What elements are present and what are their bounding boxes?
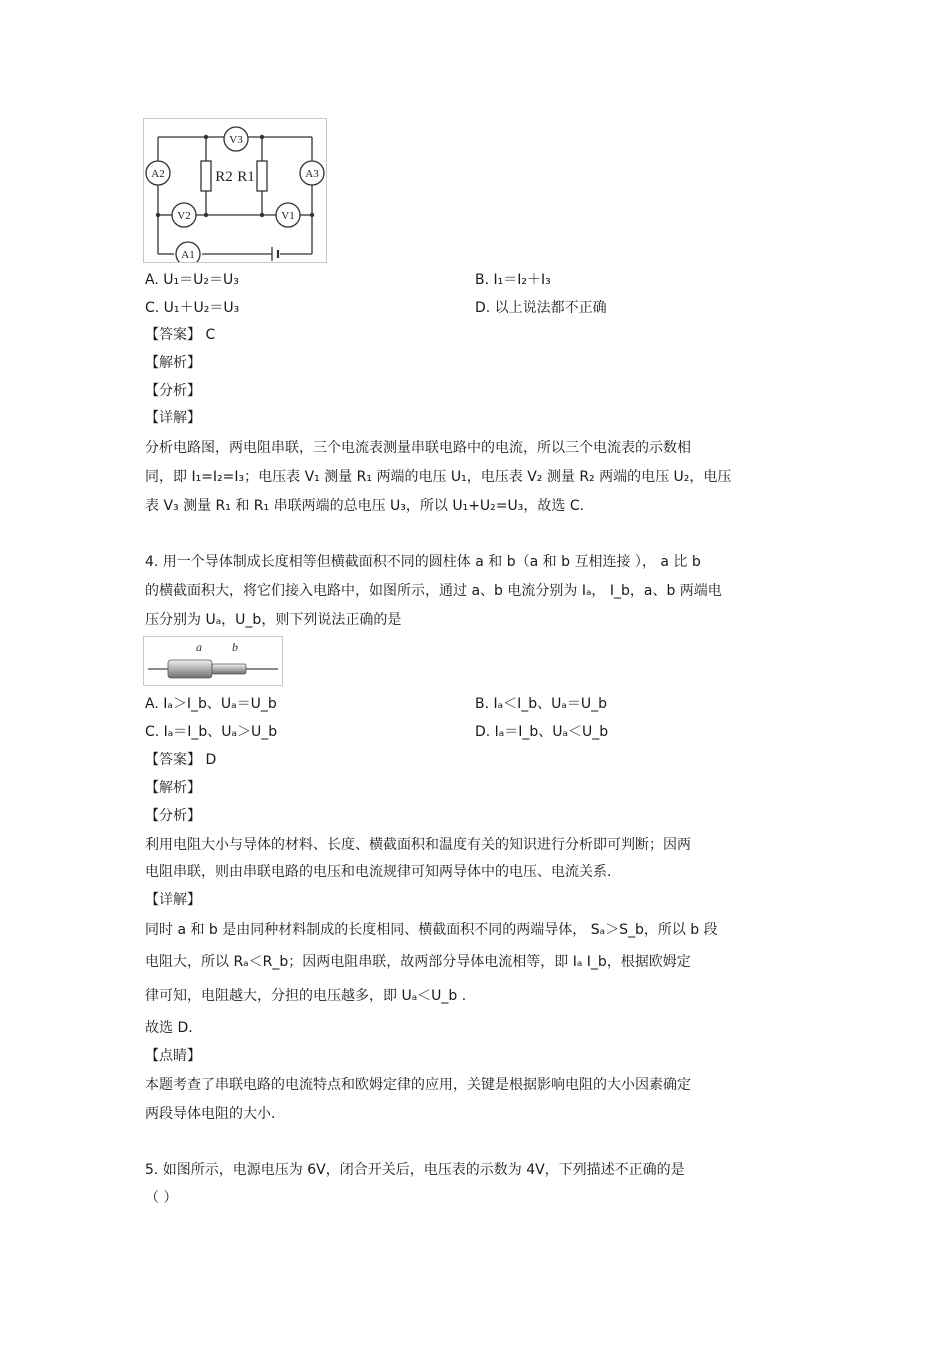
q4-stem-line-2: 的横截面积大，将它们接入电路中，如图所示，通过 a、b 电流分别为 Iₐ， I_b，a、b 两端电 — [145, 583, 722, 599]
q4-fenxi-heading: 【分析】 — [145, 808, 201, 824]
label-v2: V2 — [177, 210, 191, 222]
label-a1: A1 — [181, 249, 195, 261]
circuit-diagram — [143, 118, 327, 263]
conductor-figure — [143, 636, 283, 686]
q3-answer: 【答案】 C — [145, 327, 216, 343]
q3-option-b: B. I₁＝I₂＋I₃ — [475, 272, 551, 288]
q4-option-a: A. Iₐ＞I_b、Uₐ＝U_b — [145, 696, 277, 712]
q3-option-d: D. 以上说法都不正确 — [475, 300, 607, 316]
q4-option-d: D. Iₐ＝I_b、Uₐ＜U_b — [475, 724, 609, 740]
q3-detail-line-1: 分析电路图，两电阻串联，三个电流表测量串联电路中的电流，所以三个电流表的示数相 — [145, 440, 691, 456]
q4-comment-line-2: 两段导体电阻的大小. — [145, 1106, 276, 1122]
q4-stem-line-1: 4. 用一个导体制成长度相等但横截面积不同的圆柱体 a 和 b（a 和 b 互相连接 ）， a 比 b — [145, 554, 701, 570]
label-v1: V1 — [281, 210, 295, 222]
q4-detail-line-1: 同时 a 和 b 是由同种材料制成的长度相同、横截面积不同的两端导体， Sₐ＞S_b，所以 b 段 — [145, 922, 718, 938]
q4-dianjing-heading: 【点睛】 — [145, 1048, 201, 1064]
conductor-svg — [144, 637, 282, 685]
q4-detail-line-2: 电阻大，所以 Rₐ＜R_b；因两电阻串联，故两部分导体电流相等，即 Iₐ I_b，根据欧姆定 — [145, 954, 691, 970]
label-r2: R2 — [215, 169, 233, 185]
label-b: b — [232, 640, 238, 654]
q4-jiexi-heading: 【解析】 — [145, 780, 201, 796]
label-r1: R1 — [237, 169, 255, 185]
q4-conclusion: 故选 D. — [145, 1020, 193, 1036]
label-a: a — [196, 640, 202, 654]
label-v3: V3 — [229, 134, 243, 146]
q4-analysis-line-2: 电阻串联，则由串联电路的电压和电流规律可知两导体中的电压、电流关系. — [145, 864, 612, 880]
cylinder-b — [212, 664, 246, 674]
q4-detail-line-3: 律可知，电阻越大，分担的电压越多，即 Uₐ＜U_b . — [145, 988, 467, 1004]
cylinder-a — [168, 660, 212, 678]
q3-jiexi-heading: 【解析】 — [145, 355, 201, 371]
q4-xiangjie-heading: 【详解】 — [145, 892, 201, 908]
q4-stem-line-3: 压分别为 Uₐ，U_b，则下列说法正确的是 — [145, 612, 402, 628]
q5-stem-line-1: 5. 如图所示，电源电压为 6V，闭合开关后，电压表的示数为 4V，下列描述不正确的是 — [145, 1162, 685, 1178]
q4-option-c: C. Iₐ＝I_b、Uₐ＞U_b — [145, 724, 278, 740]
q4-answer: 【答案】 D — [145, 752, 217, 768]
label-a3: A3 — [305, 168, 319, 180]
q3-option-a: A. U₁＝U₂＝U₃ — [145, 272, 239, 288]
q3-detail-line-3: 表 V₃ 测量 R₁ 和 R₁ 串联两端的总电压 U₃，所以 U₁+U₂=U₃，故选 C. — [145, 498, 585, 514]
q4-analysis-line-1: 利用电阻大小与导体的材料、长度、横截面积和温度有关的知识进行分析即可判断；因两 — [145, 837, 691, 853]
q4-comment-line-1: 本题考查了串联电路的电流特点和欧姆定律的应用，关键是根据影响电阻的大小因素确定 — [145, 1077, 691, 1093]
q3-fenxi-heading: 【分析】 — [145, 383, 201, 399]
circuit-svg — [144, 119, 326, 262]
q4-option-b: B. Iₐ＜I_b、Uₐ＝U_b — [475, 696, 607, 712]
q3-xiangjie-heading: 【详解】 — [145, 410, 201, 426]
q3-option-c: C. U₁＋U₂＝U₃ — [145, 300, 240, 316]
q3-detail-line-2: 同，即 I₁=I₂=I₃；电压表 V₁ 测量 R₁ 两端的电压 U₁，电压表 V₂ 测量 R₂ 两端的电压 U₂，电压 — [145, 469, 732, 485]
q5-stem-line-2: （ ） — [145, 1190, 178, 1206]
label-a2: A2 — [151, 168, 165, 180]
